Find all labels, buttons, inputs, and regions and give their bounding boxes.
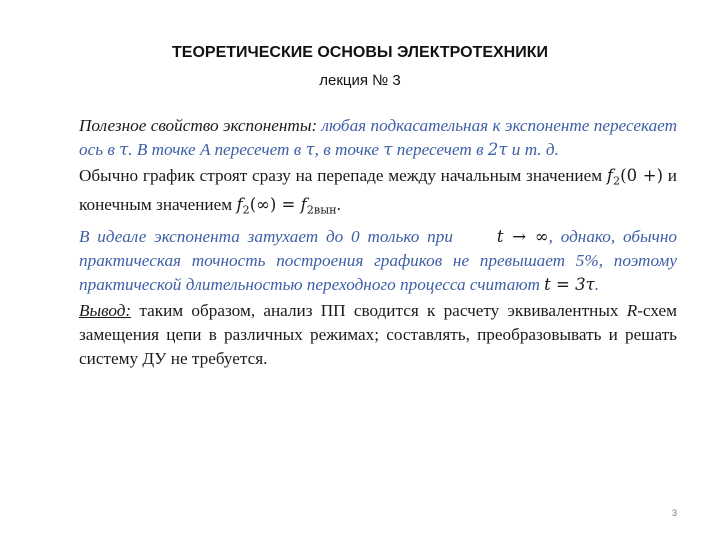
ideal-text-1: В идеале экспонента затухает до 0 только при — [79, 226, 453, 246]
property-text-1: любая подкасательная к экспоненте пересекает ось в — [79, 116, 677, 159]
graph-text-3: . — [336, 195, 341, 215]
property-lead: Полезное свойство экспоненты: — [79, 116, 318, 135]
paragraph-conclusion — [43, 299, 677, 371]
f2-final — [236, 195, 337, 217]
f-subscript: 2вын — [306, 203, 337, 217]
property-text-3: пересечет в — [210, 140, 306, 159]
r-symbol: R — [626, 300, 638, 320]
two-tau: 2τ — [487, 140, 508, 159]
conclusion-text-1: таким образом, анализ ПП сводится к расчету эквивалентных — [131, 300, 627, 320]
conclusion-lead: Вывод: — [79, 300, 132, 320]
paragraph-ideal — [43, 225, 677, 297]
f-argument: (∞) = — [249, 195, 301, 215]
f-subscript: 2 — [242, 203, 250, 217]
tau-symbol: τ — [383, 140, 393, 159]
lecture-number: лекция № 3 — [319, 72, 401, 89]
paragraph-graph — [43, 164, 677, 223]
limit-expression: t → ∞ — [496, 226, 549, 246]
f-symbol: f — [236, 195, 243, 215]
f-symbol: f — [606, 166, 613, 185]
property-text-2: . В точке — [128, 140, 200, 159]
duration-equation: t = 3τ — [544, 274, 595, 294]
slide-body — [43, 114, 677, 373]
paragraph-exponent-property — [43, 114, 677, 162]
page-number: 3 — [671, 508, 677, 518]
f-symbol: f — [300, 195, 307, 215]
f-argument: (0 +) — [620, 166, 664, 185]
tau-symbol: τ — [119, 140, 129, 159]
ideal-text-3: . — [594, 274, 600, 294]
property-text-6: и т. д. — [507, 140, 559, 159]
tau-symbol: τ — [305, 140, 315, 159]
point-a: A — [199, 140, 211, 159]
property-text-5: пересечет в — [392, 140, 488, 159]
slide-title: ТЕОРЕТИЧЕСКИЕ ОСНОВЫ ЭЛЕКТРОТЕХНИКИ — [172, 44, 548, 61]
conclusion-text-2: -схем замещения цепи в различных режимах; составлять, преобразовывать и решать систему ДУ не требуется. — [79, 300, 677, 368]
property-text-4: , в точке — [314, 140, 384, 159]
f-subscript: 2 — [613, 174, 621, 188]
f2-initial — [606, 166, 664, 188]
graph-text-1: Обычно график строят сразу на перепаде между начальным значением — [79, 166, 607, 185]
ideal-text-2: , однако, обычно практическая точность построения графиков не превышает 5%, поэтому практической длительностью переходного процесса считают — [79, 226, 677, 294]
graph-text-2: и конечным значением — [79, 166, 677, 215]
